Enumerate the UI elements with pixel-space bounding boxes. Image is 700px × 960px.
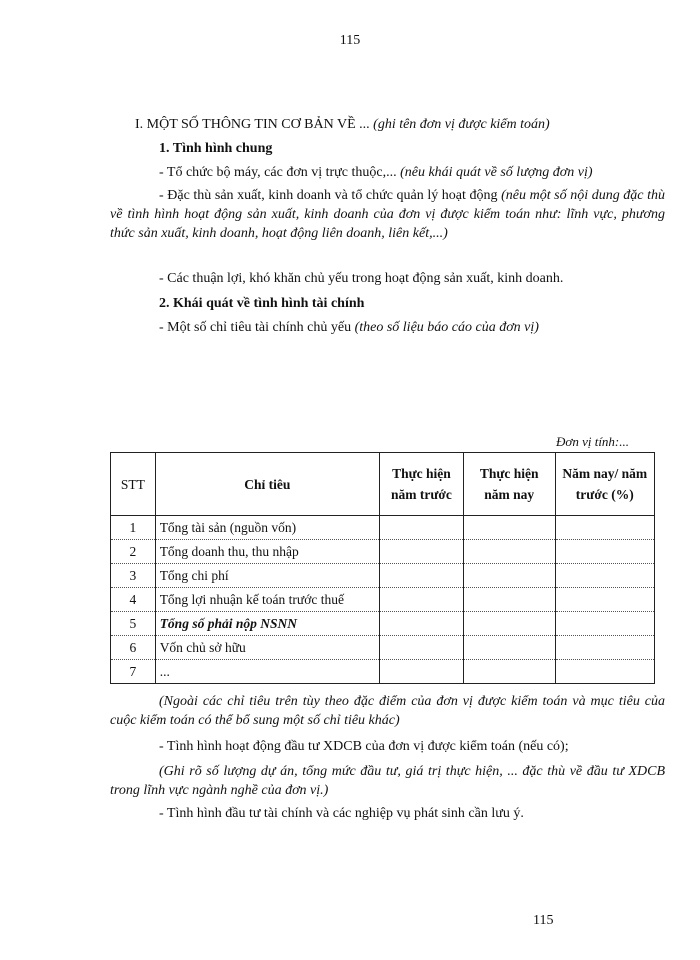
row-stt: 3 [111, 564, 156, 588]
xdcb-note: (Ghi rõ số lượng dự án, tổng mức đầu tư, giá trị thực hiện, ... đặc thù về đầu tư XDCB trong lĩnh vực ngành nghề của đơn vị.) [110, 764, 665, 798]
after-table-note: (Ngoài các chỉ tiêu trên tùy theo đặc điểm của đơn vị được kiểm toán và mục tiêu của cuộc kiểm toán có thể bổ sung một số chỉ tiêu khác) [110, 694, 665, 728]
row-indicator: Tổng số phải nộp NSNN [155, 612, 379, 636]
row-indicator: Tổng doanh thu, thu nhập [155, 540, 379, 564]
heading-note: (ghi tên đơn vị được kiểm toán) [373, 117, 550, 132]
financial-indicators-table [110, 452, 655, 684]
section2-item1: - Một số chỉ tiêu tài chính chủ yếu (theo số liệu báo cáo của đơn vị) [159, 320, 539, 335]
row-stt: 4 [111, 588, 156, 612]
page-number-bottom: 115 [533, 913, 554, 928]
header-this-year: Thực hiện năm nay [463, 453, 555, 516]
row-stt: 7 [111, 660, 156, 684]
heading-main: I. MỘT SỐ THÔNG TIN CƠ BẢN VỀ ... [135, 117, 370, 132]
cell-prev-year [380, 588, 464, 612]
row-indicator: ... [155, 660, 379, 684]
table-row [111, 636, 655, 660]
cell-this-year [463, 564, 555, 588]
row-stt: 1 [111, 516, 156, 540]
section-heading [135, 114, 550, 135]
cell-ratio [555, 636, 655, 660]
cell-this-year [463, 660, 555, 684]
cell-ratio [555, 660, 655, 684]
table-row [111, 612, 655, 636]
table-row [111, 660, 655, 684]
page-number-top: 115 [339, 33, 361, 48]
section1-item3: - Các thuận lợi, khó khăn chủ yếu trong hoạt động sản xuất, kinh doanh. [159, 271, 564, 286]
cell-prev-year [380, 516, 464, 540]
row-stt: 5 [111, 612, 156, 636]
cell-ratio [555, 516, 655, 540]
cell-ratio [555, 564, 655, 588]
header-prev-year: Thực hiện năm trước [380, 453, 464, 516]
unit-label: Đơn vị tính:... [556, 434, 630, 449]
section1-item1: - Tổ chức bộ máy, các đơn vị trực thuộc,... (nêu khái quát về số lượng đơn vị) [159, 165, 593, 180]
row-indicator: Tổng lợi nhuận kế toán trước thuế [155, 588, 379, 612]
cell-ratio [555, 588, 655, 612]
header-ratio: Năm nay/ năm trước (%) [555, 453, 655, 516]
cell-this-year [463, 540, 555, 564]
cell-prev-year [380, 636, 464, 660]
section2-title: 2. Khái quát về tình hình tài chính [159, 296, 365, 311]
financial-investment-item: - Tình hình đầu tư tài chính và các nghiệp vụ phát sinh cần lưu ý. [159, 806, 524, 821]
cell-prev-year [380, 564, 464, 588]
xdcb-item: - Tình hình hoạt động đầu tư XDCB của đơn vị được kiểm toán (nếu có); [159, 739, 569, 754]
section1-title: 1. Tình hình chung [159, 141, 273, 156]
row-indicator: Vốn chủ sở hữu [155, 636, 379, 660]
table-row [111, 516, 655, 540]
cell-this-year [463, 588, 555, 612]
cell-ratio [555, 612, 655, 636]
row-stt: 2 [111, 540, 156, 564]
row-indicator: Tổng tài sản (nguồn vốn) [155, 516, 379, 540]
row-indicator: Tổng chi phí [155, 564, 379, 588]
cell-ratio [555, 540, 655, 564]
table-row [111, 588, 655, 612]
cell-prev-year [380, 660, 464, 684]
cell-this-year [463, 516, 555, 540]
cell-this-year [463, 636, 555, 660]
header-stt: STT [111, 453, 156, 516]
cell-prev-year [380, 612, 464, 636]
row-stt: 6 [111, 636, 156, 660]
table-row [111, 540, 655, 564]
cell-this-year [463, 612, 555, 636]
table-header-row [111, 453, 655, 516]
section1-item2: - Đặc thù sản xuất, kinh doanh và tổ chức quản lý hoạt động (nêu một số nội dung đặc thù về tình hình hoạt động sản xuất, kinh doanh của đơn vị được kiểm toán như: lĩnh vực, phương thức sản xuất, kinh doanh, hoạt động liên doanh, liên kết,...) [110, 188, 665, 241]
cell-prev-year [380, 540, 464, 564]
table-row [111, 564, 655, 588]
header-indicator: Chỉ tiêu [155, 453, 379, 516]
